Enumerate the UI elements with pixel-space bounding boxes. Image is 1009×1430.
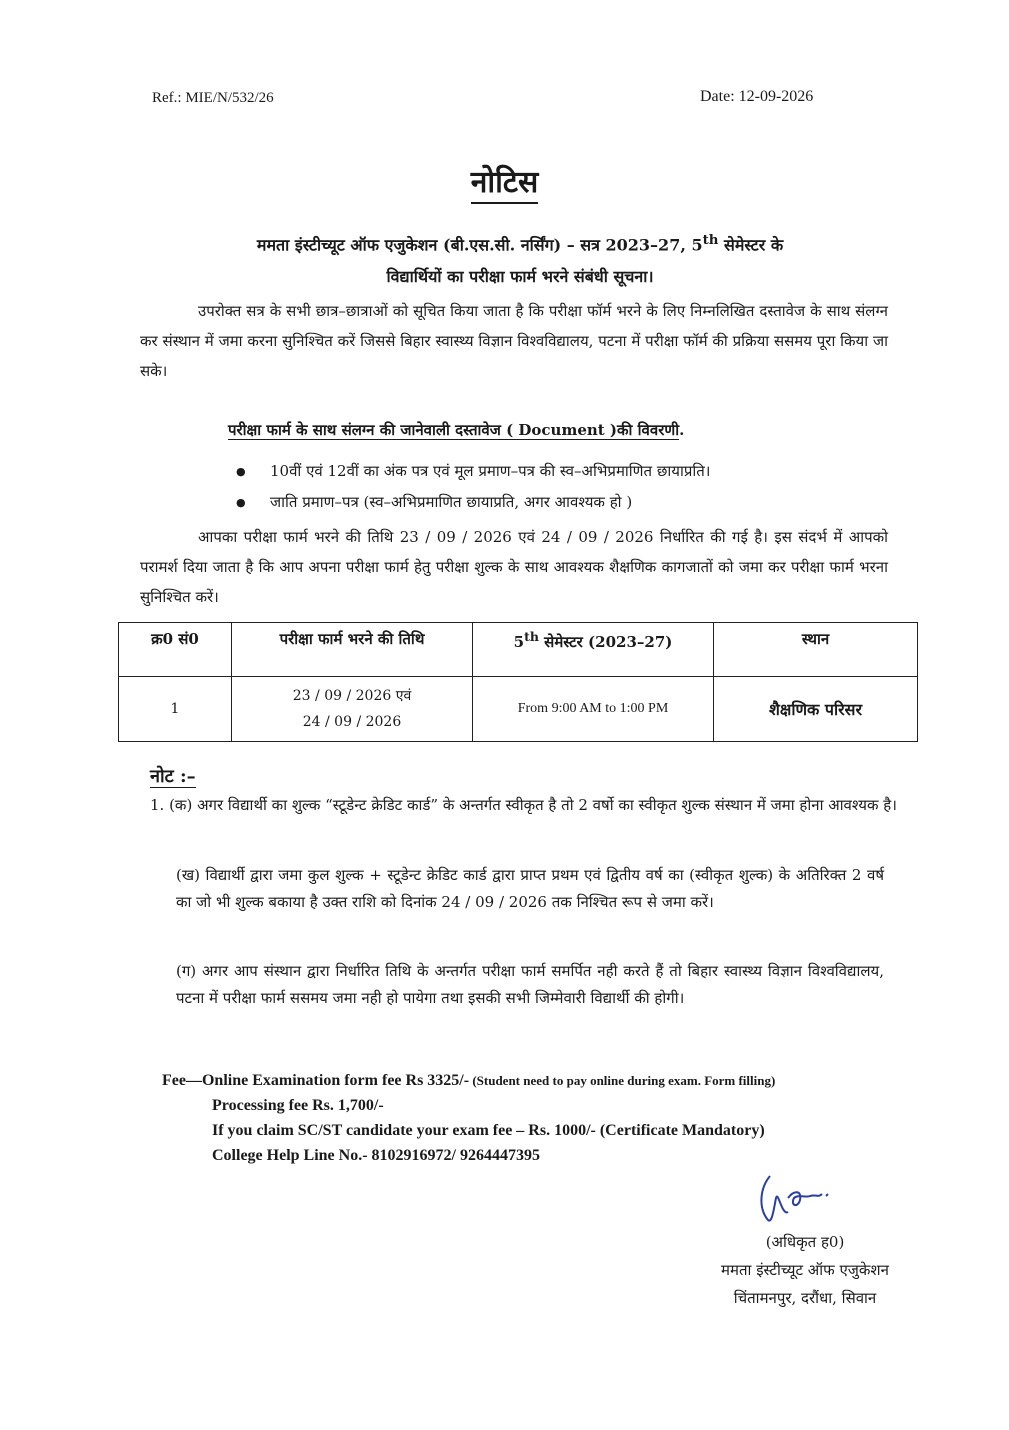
note-ga: (ग) अगर आप संस्थान द्वारा निर्धारित तिथि के अन्तर्गत परीक्षा फार्म समर्पित नही करते हैं तो बिहार स्वास्थ्य विज्ञान विश्वविद्यालय, पटना में परीक्षा फार्म ससमय जमा नही हो पायेगा तथा इसकी सभी जिम्मेवारी विद्यार्थी की होगी। bbox=[176, 962, 884, 1007]
fee-line-scst: If you claim SC/ST candidate your exam fee – Rs. 1000/- (Certificate Mandatory) bbox=[212, 1122, 765, 1139]
note-ka: 1. (क) अगर विद्यार्थी का शुल्क “स्टूडेन्ट क्रेडिट कार्ड” के अन्तर्गत स्वीकृत है तो 2 वर्षो का स्वीकृत शुल्क संस्थान में जमा होना आवश्यक है। bbox=[150, 796, 897, 814]
notice-date: Date: 12-09-2026 bbox=[700, 88, 814, 105]
list-item: ● जाति प्रमाण–पत्र (स्व–अभिप्रमाणित छायाप्रति, अगर आवश्यक हो ) bbox=[236, 487, 711, 518]
notice-subject: ममता इंस्टीच्यूट ऑफ एजुकेशन (बी.एस.सी. नर्सिंग) – सत्र 2023–27, 5th सेमेस्टर के विद्यार्थियों का परीक्षा फार्म भरने संबंधी सूचना। bbox=[256, 232, 784, 287]
list-item: ● 10वीं एवं 12वीं का अंक पत्र एवं मूल प्रमाण–पत्र की स्व–अभिप्रमाणित छायाप्रति। bbox=[236, 456, 711, 487]
notes-heading: नोट :– bbox=[150, 766, 196, 787]
cell-serial-no: 1 bbox=[119, 677, 232, 742]
fee-details bbox=[162, 1068, 775, 1168]
college-helpline: College Help Line No.- 8102916972/ 9264447395 bbox=[212, 1147, 540, 1164]
documents-list bbox=[236, 456, 711, 518]
col-semester: 5th सेमेस्टर (2023–27) bbox=[473, 623, 714, 677]
handwritten-signature bbox=[730, 1168, 880, 1228]
table-row bbox=[119, 677, 918, 742]
cell-time: From 9:00 AM to 1:00 PM bbox=[473, 677, 714, 742]
cell-form-dates: 23 / 09 / 2026 एवं 24 / 09 / 2026 bbox=[232, 677, 473, 742]
cell-place: शैक्षणिक परिसर bbox=[714, 677, 918, 742]
col-place: स्थान bbox=[714, 623, 918, 677]
notice-title: नोटिस bbox=[0, 160, 1009, 201]
intro-paragraph: उपरोक्त सत्र के सभी छात्र–छात्राओं को सूचित किया जाता है कि परीक्षा फॉर्म भरने के लिए निम्नलिखित दस्तावेज के साथ संलग्न कर संस्थान में जमा करना सुनिश्चित करें जिससे बिहार स्वास्थ्य विज्ञान विश्वविद्यालय, पटना में परीक्षा फॉर्म की प्रक्रिया ससमय पूरा किया जा सके। bbox=[140, 302, 888, 380]
reference-number: Ref.: MIE/N/532/26 bbox=[152, 90, 274, 106]
signatory-address: चिंतामनपुर, दरौंधा, सिवान bbox=[733, 1289, 877, 1307]
signature-block bbox=[660, 1168, 950, 1312]
schedule-paragraph: आपका परीक्षा फार्म भरने की तिथि 23 / 09 / 2026 एवं 24 / 09 / 2026 निर्धारित की गई है। इस संदर्भ में आपको परामर्श दिया जाता है कि आप अपना परीक्षा फार्म हेतु परीक्षा शुल्क के साथ आवश्यक शैक्षणिक कागजातों को जमा कर परीक्षा फार्म भरना सुनिश्चित करें। bbox=[140, 528, 888, 606]
col-serial-no: क्र0 सं0 bbox=[119, 623, 232, 677]
note-kha: (ख) विद्यार्थी द्वारा जमा कुल शुल्क + स्टूडेन्ट क्रेडिट कार्ड द्वारा प्राप्त प्रथम एवं द्वितीय वर्ष का (स्वीकृत शुल्क) के अतिरिक्त 2 वर्ष का जो भी शुल्क बकाया है उक्त राशि को दिनांक 24 / 09 / 2026 तक निश्चित रूप से जमा करें। bbox=[176, 866, 884, 911]
fee-line-online: Fee—Online Examination form fee Rs 3325/- (Student need to pay online during exam. Form filling) bbox=[162, 1072, 776, 1089]
col-form-dates: परीक्षा फार्म भरने की तिथि bbox=[232, 623, 473, 677]
signatory-organization: ममता इंस्टीच्यूट ऑफ एजुकेशन bbox=[721, 1261, 889, 1279]
fee-line-processing: Processing fee Rs. 1,700/- bbox=[212, 1097, 384, 1114]
signatory-designation: (अधिकृत ह0) bbox=[765, 1233, 845, 1251]
documents-heading: परीक्षा फार्म के साथ संलग्न की जानेवाली दस्तावेज ( Document )की विवरणी. bbox=[228, 421, 685, 439]
table-header-row bbox=[119, 623, 918, 677]
schedule-table bbox=[118, 622, 918, 742]
